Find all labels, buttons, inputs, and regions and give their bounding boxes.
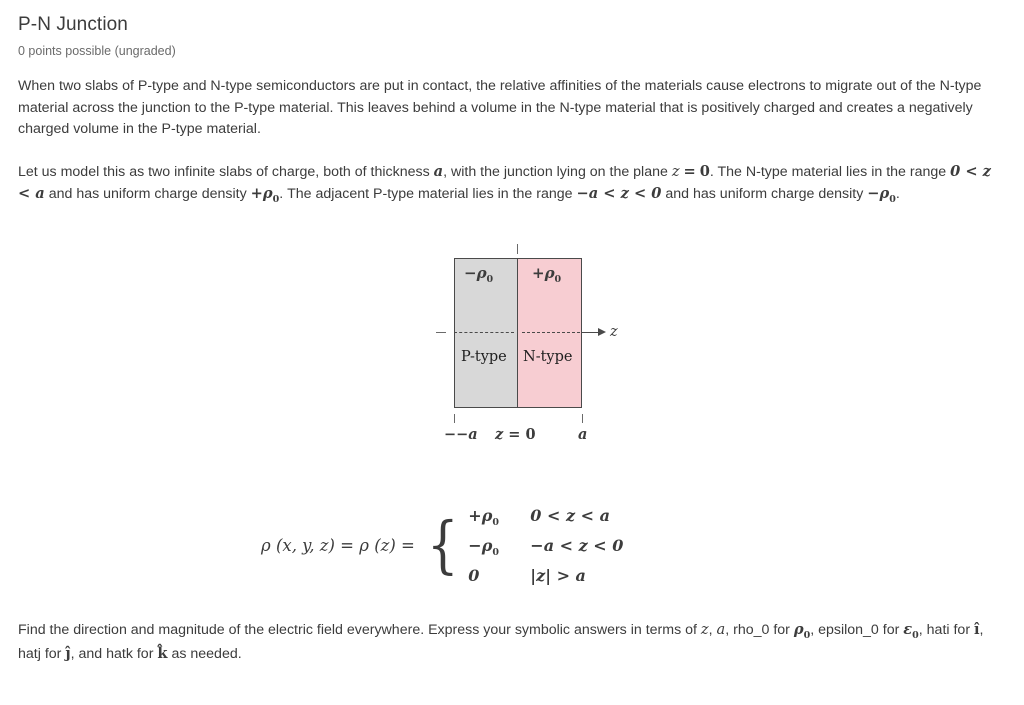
symbol-rho-0: $\rho_0$: [793, 620, 811, 641]
model-text-5: . The adjacent P-type material lies in the range: [279, 186, 573, 203]
label-charge-density-positive: $+\rho_0$: [532, 263, 562, 285]
model-text-4: and has uniform charge density: [48, 186, 247, 203]
model-text-6: and has uniform charge density: [665, 186, 864, 203]
page-title: P-N Junction: [18, 14, 128, 35]
label-charge-density-negative: $-\rho_0$: [464, 263, 494, 285]
axis-label-z: z: [610, 323, 618, 340]
pn-junction-diagram: [428, 244, 648, 464]
points-status: 0 points possible (ungraded): [18, 44, 176, 58]
question-comma-1: ,: [708, 621, 713, 638]
model-paragraph: [18, 161, 1006, 208]
case-value: $-\rho_0$: [468, 535, 499, 559]
piecewise-equation: [18, 506, 1006, 601]
math-range-n: 0 < z < a: [18, 162, 991, 203]
label-z-equals-zero: z = 0: [495, 425, 536, 443]
equation-lhs: ρ (x, y, z) = ρ (z) =: [261, 535, 415, 555]
figure-container: [18, 234, 1006, 484]
question-comma-4: ,: [918, 621, 923, 638]
intro-paragraph: When two slabs of P-type and N-type semiconductors are put in contact, the relative affinities of the materials cause electrons to migrate out of the N-type material across the junction to the P-type material. This leaves behind a volume in the N-type material that is positively charged and creates a negatively charged volume in the P-type material.: [18, 78, 982, 138]
equation-case-row: [468, 566, 623, 585]
question-text-2: , rho_0 for: [725, 621, 790, 638]
math-rho-positive: $+\rho_0$: [250, 185, 280, 206]
model-text-2: , with the junction lying on the plane: [443, 163, 668, 180]
case-condition: 0 < z < a: [530, 505, 610, 525]
axis-left-stub: [436, 332, 446, 333]
symbol-a: a: [716, 620, 726, 638]
label-a: a: [578, 425, 588, 443]
axis-dash-left: [454, 332, 514, 333]
model-text-7: .: [895, 186, 900, 203]
math-z: z: [671, 162, 680, 180]
math-range-p: −a < z < 0: [576, 185, 662, 203]
symbol-k-hat: k̂: [157, 645, 168, 663]
case-value: 0: [468, 566, 480, 586]
junction-line: [517, 258, 518, 408]
label-n-type: N-type: [523, 348, 573, 365]
symbol-j-hat: ĵ: [65, 645, 71, 663]
question-paragraph: [18, 619, 1006, 666]
equation-cases: [468, 506, 623, 585]
case-condition: −a < z < 0: [530, 535, 624, 555]
tick-plus-a: [582, 414, 583, 423]
tick-minus-a: [454, 414, 455, 423]
math-thickness-a: a: [433, 162, 444, 180]
equation-brace: {: [426, 508, 459, 582]
model-text-1: Let us model this as two infinite slabs of charge, both of thickness: [18, 163, 430, 180]
question-text-3: , epsilon_0 for: [810, 621, 900, 638]
axis-dash-right: [522, 332, 580, 333]
question-text-1: Find the direction and magnitude of the electric field everywhere. Express your symbolic answers in terms of: [18, 621, 697, 638]
model-text-3: . The N-type material lies in the range: [709, 163, 947, 180]
question-text-7: as needed.: [171, 646, 242, 663]
question-text-4: hati for: [926, 621, 971, 638]
math-rho-negative: $-\rho_0$: [867, 185, 896, 206]
label-minus-a: −−a: [444, 425, 478, 443]
label-p-type: P-type: [461, 348, 507, 365]
junction-top-tick: [517, 244, 518, 254]
axis-arrow-head-icon: [598, 328, 606, 336]
symbol-epsilon-0: $\varepsilon_0$: [903, 620, 919, 641]
case-condition: |z| > a: [530, 566, 586, 586]
case-value: $+\rho_0$: [468, 505, 499, 528]
equation-case-row: [468, 536, 623, 558]
symbol-i-hat: î: [974, 620, 980, 638]
math-zero: 0: [699, 162, 710, 180]
math-equals: =: [683, 162, 696, 180]
equation-case-row: [468, 506, 623, 528]
question-text-5: , hatj for: [18, 621, 984, 663]
symbol-z: z: [700, 620, 709, 638]
question-text-6: , and hatk for: [70, 646, 154, 663]
